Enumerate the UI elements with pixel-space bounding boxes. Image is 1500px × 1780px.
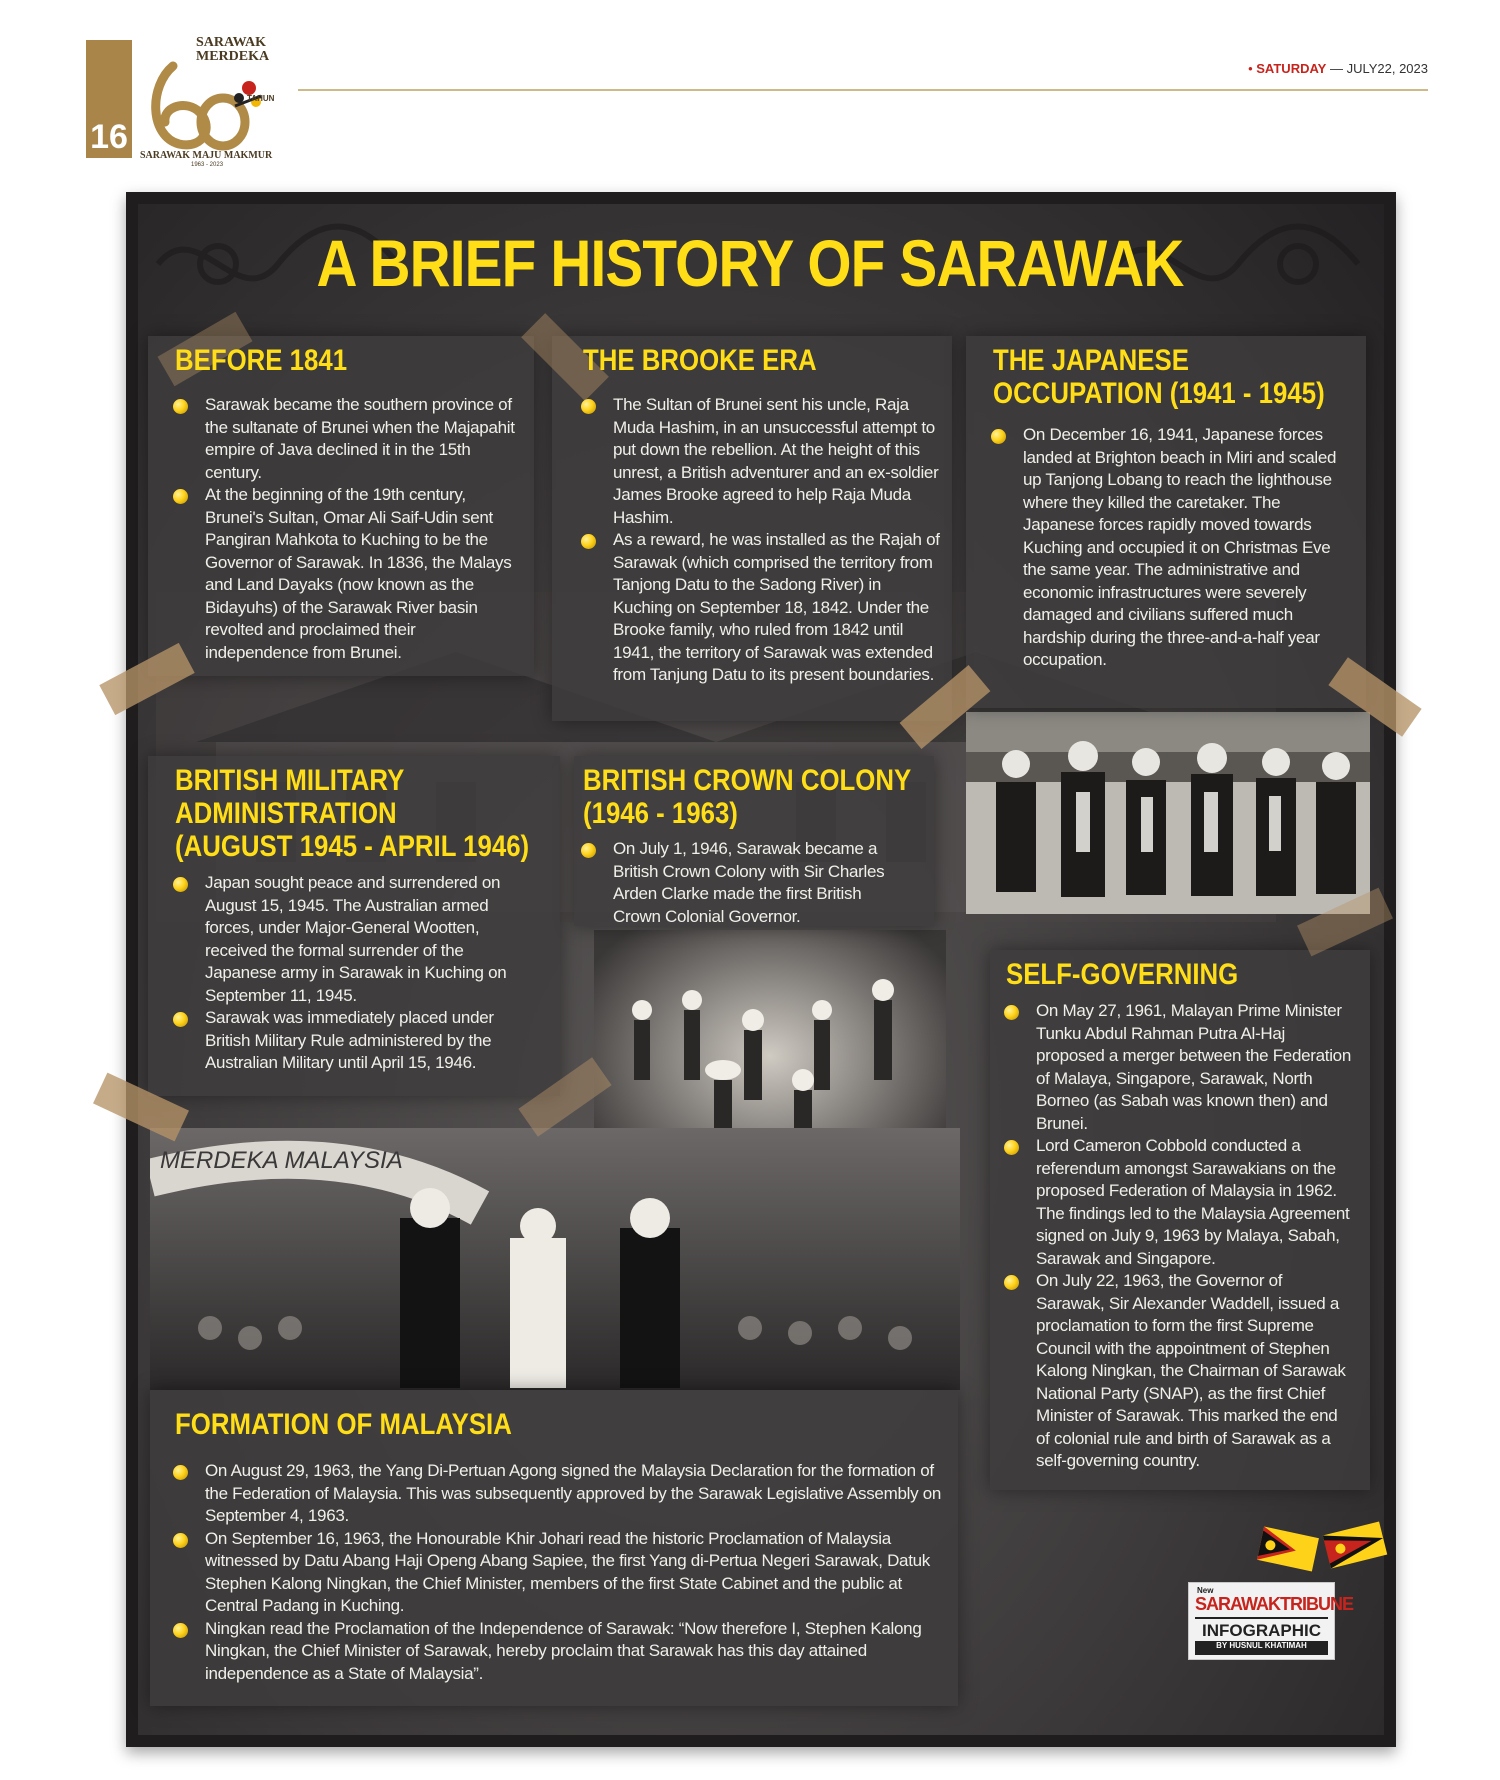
dateline-bullet: • xyxy=(1248,61,1253,76)
dateline xyxy=(1248,61,1428,76)
list-item: On August 29, 1963, the Yang Di-Pertuan Agong signed the Malaysia Declaration for the formation of the Federation of Malaysia. This was subsequently approved by the Sarawak Legislative Assembly on September 4, 1963. xyxy=(173,1460,943,1528)
sarawak-flag-icon xyxy=(1256,1526,1320,1572)
dateline-date: — JULY22, 2023 xyxy=(1326,61,1428,76)
list-crown-colony xyxy=(581,838,901,928)
list-item: Lord Cameron Cobbold conducted a referendum amongst Sarawakians on the proposed Federation of Malaysia in 1962. The findings led to the Malaysia Agreement signed on July 9, 1963 by Malaya, Sabah, Sarawak and Singapore. xyxy=(1004,1135,1354,1270)
merdeka-malaysia-ceremony-photo xyxy=(150,1128,960,1390)
credit-brand: SARAWAKTRIBUNE xyxy=(1195,1594,1354,1614)
list-item: Ningkan read the Proclamation of the Independence of Sarawak: “Now therefore I, Stephen Kalong Ningkan, the Chief Minister of Sarawak, hereby proclaim that Sarawak has this day attained independence as a State of Malaysia”. xyxy=(173,1618,943,1686)
credit-badge xyxy=(1188,1582,1354,1660)
logo-tahun: TAHUN xyxy=(247,94,275,103)
arch-text: MERDEKA MALAYSIA xyxy=(160,1147,403,1174)
dateline-day: SATURDAY xyxy=(1256,61,1327,76)
sarawak-flag-icon xyxy=(1322,1520,1388,1570)
credit-new: New xyxy=(1197,1586,1214,1595)
heading-self-governing: SELF-GOVERNING xyxy=(1006,958,1239,991)
list-item: On May 27, 1961, Malayan Prime Minister Tunku Abdul Rahman Putra Al-Haj proposed a merger between the Federation of Malaya, Singapore, Sarawak, North Borneo (as Sabah was known then) and Brunei. xyxy=(1004,1000,1354,1135)
list-item: Japan sought peace and surrendered on August 15, 1945. The Australian armed forces, under Major-General Wootten, received the formal surrender of the Japanese army in Sarawak in Kuching on September 11, 1945. xyxy=(173,872,523,1007)
heading-before-1841: BEFORE 1841 xyxy=(175,344,348,377)
heading-crown-colony: BRITISH CROWN COLONY (1946 - 1963) xyxy=(583,764,912,830)
list-self-governing xyxy=(1004,1000,1354,1473)
heading-formation-malaysia: FORMATION OF MALAYSIA xyxy=(175,1408,512,1441)
list-item: On July 1, 1946, Sarawak became a British Crown Colony with Sir Charles Arden Clarke made the first British Crown Colonial Governor. xyxy=(581,838,901,928)
logo-tagline: SARAWAK MAJU MAKMUR xyxy=(140,150,273,161)
heading-japanese-occupation: THE JAPANESE OCCUPATION (1941 - 1945) xyxy=(993,344,1325,410)
list-item: As a reward, he was installed as the Rajah of Sarawak (which comprised the territory from Tanjong Datu to the Sadong River) in Kuching on September 18, 1842. Under the Brooke family, who ruled from 1842 until 1941, the territory of Sarawak was extended from Tanjung Datu to its present boundaries. xyxy=(581,529,941,687)
list-item: The Sultan of Brunei sent his uncle, Raja Muda Hashim, in an unsuccessful attempt to put down the rebellion. At the height of this unrest, a British adventurer and an ex-soldier James Brooke agreed to help Raja Muda Hashim. xyxy=(581,394,941,529)
heading-brooke-era: THE BROOKE ERA xyxy=(583,344,817,377)
credit-author: BY HUSNUL KHATIMAH xyxy=(1195,1641,1328,1655)
header-rule xyxy=(298,89,1428,91)
list-item: Sarawak became the southern province of the sultanate of Brunei when the Majapahit empire of Java declined it in the 15th century. xyxy=(173,394,518,484)
list-formation-malaysia xyxy=(173,1460,943,1685)
page-number: 16 xyxy=(90,118,128,156)
list-item: At the beginning of the 19th century, Brunei's Sultan, Omar Ali Saif-Udin sent Pangiran Mahkota to Kuching to be the Governor of Sarawak. In 1836, the Malays and Land Dayaks (now known as the Bidayuhs) of the Sarawak River basin revolted and proclaimed their independence from Brunei. xyxy=(173,484,518,664)
logo-title: SARAWAK MERDEKA xyxy=(196,35,270,64)
list-before-1841 xyxy=(173,394,518,664)
leaders-group-photo xyxy=(966,712,1370,914)
list-british-military xyxy=(173,872,523,1075)
list-item: Sarawak was immediately placed under British Military Rule administered by the Australian Military until April 15, 1946. xyxy=(173,1007,523,1075)
list-item: On December 16, 1941, Japanese forces landed at Brighton beach in Miri and scaled up Tanjong Lobang to reach the lighthouse where they killed the caretaker. The Japanese forces rapidly moved towards Kuching and occupied it on Christmas Eve the same year. The administrative and economic infrastructures were severely damaged and civilians suffered much hardship during the three-and-a-half year occupation. xyxy=(991,424,1351,672)
list-item: On July 22, 1963, the Governor of Sarawak, Sir Alexander Waddell, issued a proclamation to form the first Supreme Council with the appointment of Stephen Kalong Ningkan, the Chairman of Sarawak National Party (SNAP), as the first Chief Minister of Sarawak. This marked the end of colonial rule and birth of Sarawak as a self-governing country. xyxy=(1004,1270,1354,1473)
list-brooke-era xyxy=(581,394,941,687)
list-japanese-occupation xyxy=(991,424,1351,672)
credit-kind: INFOGRAPHIC xyxy=(1195,1617,1328,1641)
infographic-title: A BRIEF HISTORY OF SARAWAK xyxy=(316,226,1184,300)
list-item: On September 16, 1963, the Honourable Khir Johari read the historic Proclamation of Malaysia witnessed by Datu Abang Haji Openg Abang Sapiee, the first Yang di-Pertua Negeri Sarawak, Datuk Stephen Kalong Ningkan, the Chief Minister, members of the first State Cabinet and the public at Central Padang in Kuching. xyxy=(173,1528,943,1618)
logo-years: 1963 - 2023 xyxy=(191,162,224,168)
heading-british-military: BRITISH MILITARY ADMINISTRATION (AUGUST 1945 - APRIL 1946) xyxy=(175,764,530,863)
